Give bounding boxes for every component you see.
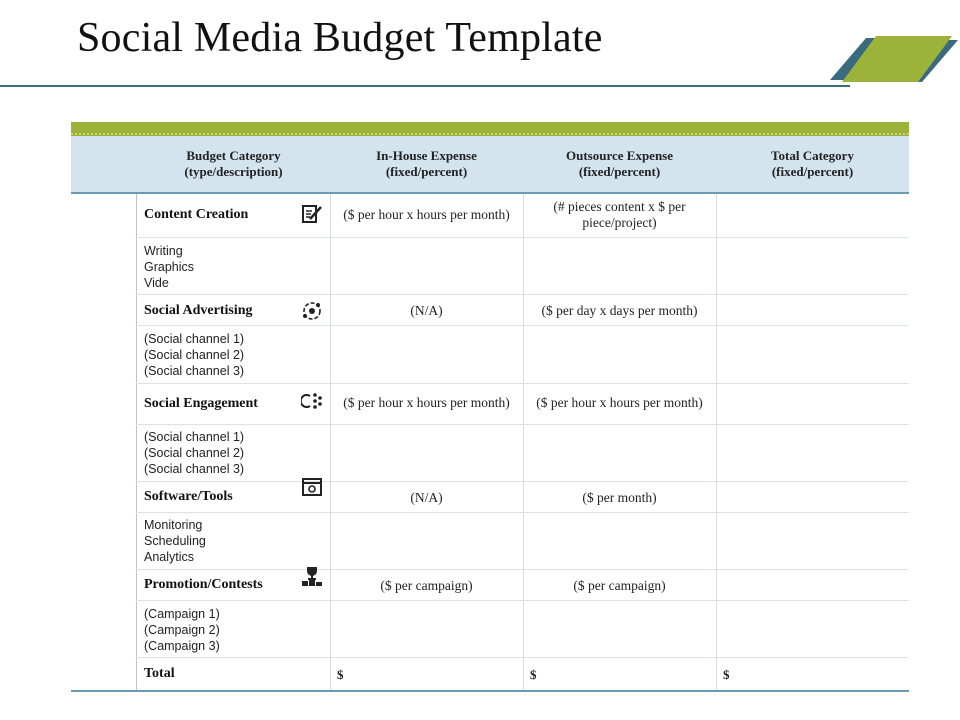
list-item: (Social channel 3) [144, 462, 245, 476]
header-total-category: Total Category (fixed/percent) [771, 148, 854, 179]
in-house-social-advertising: (N/A) [410, 303, 443, 318]
list-item: (Campaign 2) [144, 623, 220, 637]
category-content-creation: Content Creation [144, 207, 249, 222]
outsource-social-advertising: ($ per day x days per month) [541, 303, 698, 318]
list-item: Vide [144, 276, 169, 290]
in-house-content-creation: ($ per hour x hours per month) [343, 207, 510, 222]
list-item: Writing [144, 244, 183, 258]
outsource-content-creation: (# pieces content x $ per piece/project) [553, 199, 686, 230]
in-house-social-engagement: ($ per hour x hours per month) [343, 395, 510, 410]
sub-items-software-tools [144, 517, 206, 565]
in-house-software-tools: (N/A) [410, 490, 443, 505]
table-bottom-rule [71, 690, 909, 692]
share-network-icon [301, 300, 323, 322]
total-in-house: $ [337, 667, 344, 682]
table-top-band-edge [71, 133, 909, 135]
network-dots-icon [301, 390, 323, 412]
table-header [71, 136, 909, 194]
list-item: Monitoring [144, 518, 203, 532]
sub-items-promotion-contests [144, 606, 220, 654]
category-social-advertising: Social Advertising [144, 303, 253, 318]
sub-items-social-advertising [144, 331, 244, 379]
category-social-engagement: Social Engagement [144, 396, 258, 411]
list-item: (Social channel 1) [144, 332, 245, 346]
edit-document-icon [301, 203, 323, 225]
header-outsource-expense: Outsource Expense (fixed/percent) [565, 148, 673, 179]
decorative-parallelograms [828, 34, 960, 84]
in-house-promotion-contests: ($ per campaign) [380, 578, 473, 593]
category-software-tools: Software/Tools [144, 489, 233, 504]
header-in-house-expense: In-House Expense (fixed/percent) [376, 148, 477, 179]
list-item: (Social channel 3) [144, 364, 245, 378]
title-underline [0, 85, 850, 87]
category-promotion-contests: Promotion/Contests [144, 577, 263, 592]
list-item: (Campaign 1) [144, 607, 220, 621]
trophy-podium-icon [301, 565, 323, 587]
list-item: Graphics [144, 260, 195, 274]
software-window-icon [301, 476, 323, 498]
outsource-software-tools: ($ per month) [582, 490, 657, 505]
list-item: (Social channel 1) [144, 430, 245, 444]
outsource-social-engagement: ($ per hour x hours per month) [536, 395, 703, 410]
total-category: $ [723, 667, 730, 682]
total-label: Total [144, 666, 175, 681]
list-item: Scheduling [144, 534, 206, 548]
page-title: Social Media Budget Template [77, 15, 603, 61]
list-item: (Campaign 3) [144, 639, 220, 653]
sub-items-content-creation [144, 243, 194, 291]
total-outsource: $ [530, 667, 537, 682]
list-item: (Social channel 2) [144, 446, 245, 460]
list-item: Analytics [144, 550, 195, 564]
list-item: (Social channel 2) [144, 348, 245, 362]
sub-items-social-engagement [144, 429, 244, 477]
outsource-promotion-contests: ($ per campaign) [573, 578, 666, 593]
header-budget-category: Budget Category (type/description) [184, 148, 283, 179]
